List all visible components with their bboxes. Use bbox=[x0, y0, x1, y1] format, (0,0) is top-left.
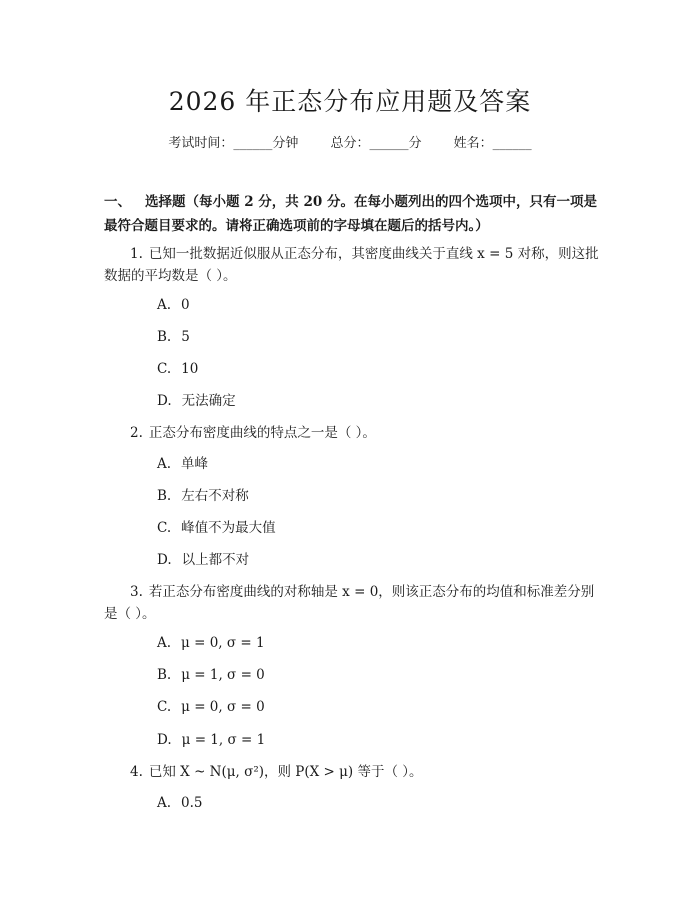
option-text: μ = 0, σ = 1 bbox=[181, 635, 265, 651]
option-text: 峰值不为最大值 bbox=[181, 520, 276, 536]
option-letter: C. bbox=[157, 520, 172, 536]
question-4 bbox=[104, 761, 600, 783]
option-letter: A. bbox=[157, 795, 172, 811]
option-text: 左右不对称 bbox=[181, 488, 249, 504]
option-text: μ = 1, σ = 1 bbox=[181, 732, 266, 748]
option-2b bbox=[157, 486, 249, 506]
option-letter: A. bbox=[157, 635, 172, 651]
option-1a bbox=[157, 295, 190, 315]
name-field: 姓名：______ bbox=[453, 136, 532, 151]
section-instructions: 选择题（每小题 2 分，共 20 分。在每小题列出的四个选项中，只有一项是最符合题目要求的。请将正确选项前的字母填在题后的括号内。） bbox=[104, 194, 597, 234]
option-text: 无法确定 bbox=[181, 393, 236, 409]
option-letter: D. bbox=[157, 393, 172, 409]
option-text: 10 bbox=[181, 361, 199, 377]
option-letter: B. bbox=[157, 329, 172, 345]
option-letter: A. bbox=[157, 297, 172, 313]
option-letter: B. bbox=[157, 488, 172, 504]
option-1c bbox=[157, 359, 198, 379]
option-3c bbox=[157, 697, 265, 717]
option-letter: D. bbox=[157, 552, 172, 568]
document-title: 2026 年正态分布应用题及答案 bbox=[168, 87, 532, 116]
section-heading bbox=[104, 190, 604, 238]
question-text: 正态分布密度曲线的特点之一是（ ）。 bbox=[148, 425, 376, 441]
option-3d bbox=[157, 730, 265, 750]
option-4a bbox=[157, 793, 203, 813]
option-text: μ = 0, σ = 0 bbox=[181, 699, 265, 715]
option-text: 以上都不对 bbox=[181, 552, 250, 568]
option-1b bbox=[157, 327, 190, 347]
option-1d bbox=[157, 391, 236, 411]
exam-time-field: 考试时间：______分钟 bbox=[168, 136, 299, 151]
option-letter: D. bbox=[157, 732, 172, 748]
option-2d bbox=[157, 550, 249, 570]
question-2 bbox=[104, 422, 600, 444]
option-2a bbox=[157, 454, 208, 474]
question-number: 2. bbox=[130, 425, 143, 441]
question-1 bbox=[104, 243, 600, 287]
option-2c bbox=[157, 518, 276, 538]
exam-meta-line bbox=[0, 132, 700, 151]
option-text: 0 bbox=[181, 297, 190, 313]
question-text: 若正态分布密度曲线的对称轴是 x = 0，则该正态分布的均值和标准差分别是（ ）。 bbox=[104, 584, 595, 622]
question-number: 3. bbox=[130, 584, 143, 600]
option-3b bbox=[157, 665, 265, 685]
total-score-field: 总分：______分 bbox=[330, 136, 422, 151]
option-letter: C. bbox=[157, 361, 172, 377]
option-text: 单峰 bbox=[181, 456, 209, 472]
option-letter: A. bbox=[157, 456, 172, 472]
question-number: 1. bbox=[130, 246, 143, 262]
option-text: μ = 1, σ = 0 bbox=[181, 667, 265, 683]
option-text: 5 bbox=[181, 329, 190, 345]
question-3 bbox=[104, 581, 600, 625]
option-3a bbox=[157, 633, 265, 653]
question-number: 4. bbox=[130, 764, 143, 780]
option-letter: B. bbox=[157, 667, 172, 683]
question-text: 已知一批数据近似服从正态分布，其密度曲线关于直线 x = 5 对称，则这批数据的平均数是（ ）。 bbox=[104, 246, 599, 284]
question-text: 已知 X ~ N(μ, σ²)，则 P(X > μ) 等于（ ）。 bbox=[148, 764, 423, 780]
option-letter: C. bbox=[157, 699, 172, 715]
section-number: 一、 bbox=[104, 194, 131, 210]
option-text: 0.5 bbox=[181, 795, 203, 811]
